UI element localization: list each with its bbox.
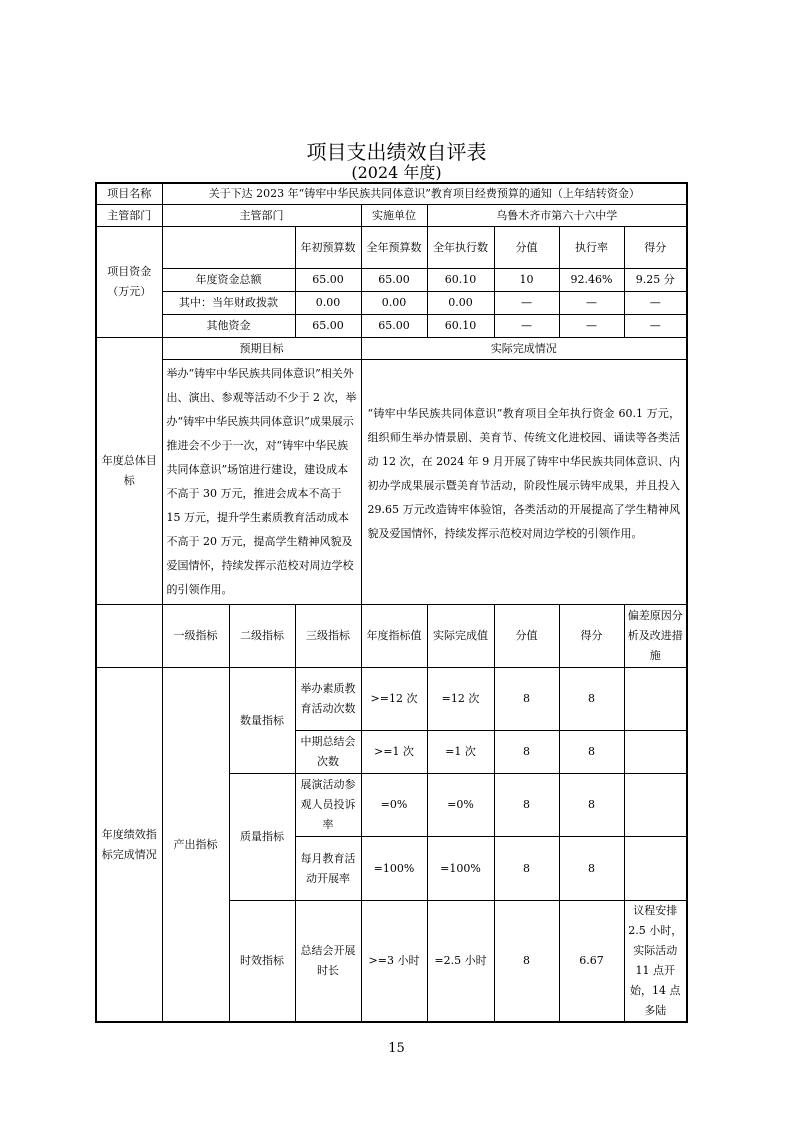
funds-cell: 10 [494,269,559,292]
indicator-deviation [624,837,687,901]
indicator-target: =100% [361,837,427,901]
indicator-actual: =2.5 小时 [427,901,494,1023]
funds-cell: 0.00 [361,292,427,315]
indicator-score-value: 8 [494,774,559,837]
indicator-actual: =12 次 [427,668,494,731]
project-name: 关于下达 2023 年“铸牢中华民族共同体意识”教育项目经费预算的通知（上年结转资金） [162,183,687,205]
funds-cell: — [624,292,687,315]
indicator-level1: 产出指标 [162,668,229,1023]
page-title: 项目支出绩效自评表 [306,140,487,164]
goals-actual-text: “铸牢中华民族共同体意识”教育项目全年执行资金 60.1 万元，组织师生举办情景剧、美育节、传统文化进校园、诵读等各类活动 12 次，在 2024 年 9 月开展了铸牢中华民族共同体意识、内初办学成果展示暨美育节活动，阶段性展示铸牢成果，并且投入 29.65 万元改造铸牢体验馆，各类活动的开展提高了学生精神风貌及爱国情怀，持续发挥示范校对周边学校的引领作用。 [367,407,681,540]
indicator-deviation [624,774,687,837]
funds-row [96,315,687,338]
indicator-level2: 数量指标 [229,668,295,774]
indicator-deviation [624,731,687,774]
indicator-level3: 每月教育活动开展率 [295,837,361,901]
funds-header-cell: 得分 [624,227,687,269]
funds-cell: 65.00 [295,269,361,292]
indicator-target: >=12 次 [361,668,427,731]
funds-label: 项目资金 （万元） [96,227,162,338]
funds-cell: — [494,292,559,315]
indicator-target: >=1 次 [361,731,427,774]
indicator-header-cell: 三级指标 [295,605,361,668]
indicator-score: 8 [559,774,624,837]
funds-row-name: 年度资金总额 [162,269,295,292]
indicator-score: 8 [559,668,624,731]
indicator-target: >=3 小时 [361,901,427,1023]
indicator-score-value: 8 [494,901,559,1023]
project-name-label: 项目名称 [96,183,162,205]
indicator-level3: 中期总结会次数 [295,731,361,774]
indicator-score: 6.67 [559,901,624,1023]
unit-label: 实施单位 [361,205,427,227]
indicator-header-cell: 一级指标 [162,605,229,668]
funds-header-cell: 年初预算数 [295,227,361,269]
indicator-actual: =0% [427,774,494,837]
goals-label: 年度总体目标 [96,338,162,605]
funds-cell: 65.00 [361,269,427,292]
funds-cell: — [624,315,687,338]
indicator-section-label: 年度绩效指标完成情况 [96,668,162,1023]
indicator-header-cell: 二级指标 [229,605,295,668]
funds-cell: 60.10 [427,315,494,338]
indicator-score-value: 8 [494,668,559,731]
funds-row [96,292,687,315]
indicator-level2: 时效指标 [229,901,295,1023]
indicator-level2: 质量指标 [229,774,295,901]
funds-cell: 65.00 [361,315,427,338]
dept-value: 主管部门 [162,205,361,227]
funds-cell: — [559,292,624,315]
funds-cell: 0.00 [427,292,494,315]
indicator-score: 8 [559,731,624,774]
dept-label: 主管部门 [96,205,162,227]
funds-cell: 92.46% [559,269,624,292]
indicator-row [96,668,687,731]
performance-table [95,182,688,1023]
indicator-score: 8 [559,837,624,901]
indicator-header-cell: 分值 [494,605,559,668]
goals-expected-text: 举办“铸牢中华民族共同体意识”相关外出、演出、参观等活动不少于 2 次，举办“铸牢中华民族共同体意识”成果展示推进会不少于一次，对“铸牢中华民族共同体意识”场馆进行建设，建设成本不高于 30 万元，推进会成本不高于 15 万元，提升学生素质教育活动成本不高于 20 万元，提高学生精神风貌及爱国情怀，持续发挥示范校对周边学校的引领作用。 [162,360,361,605]
indicator-level3: 展演活动参观人员投诉率 [295,774,361,837]
funds-header-cell: 全年执行数 [427,227,494,269]
funds-header-blank [162,227,295,269]
page-subtitle: (2024 年度) [351,163,442,182]
funds-row-name: 其他资金 [162,315,295,338]
page-number: 15 [388,1041,405,1056]
indicator-header-cell: 偏差原因分析及改进措施 [624,605,687,668]
indicator-actual: =100% [427,837,494,901]
funds-cell: 9.25 分 [624,269,687,292]
indicator-header-blank [96,605,162,668]
indicator-score-value: 8 [494,837,559,901]
funds-row-name: 其中：当年财政拨款 [162,292,295,315]
funds-cell: — [494,315,559,338]
indicator-deviation: 议程安排 2.5 小时，实际活动 11 点开始，14 点多陆 [624,901,687,1023]
funds-cell: — [559,315,624,338]
goals-expected-header: 预期目标 [162,338,361,360]
funds-header-cell: 分值 [494,227,559,269]
goals-actual-cell [361,360,687,605]
indicator-header-cell: 实际完成值 [427,605,494,668]
funds-cell: 0.00 [295,292,361,315]
indicator-level3: 举办素质教育活动次数 [295,668,361,731]
funds-header-cell: 执行率 [559,227,624,269]
funds-header-cell: 全年预算数 [361,227,427,269]
indicator-header-cell: 得分 [559,605,624,668]
indicator-target: =0% [361,774,427,837]
goals-actual-header: 实际完成情况 [361,338,687,360]
funds-cell: 65.00 [295,315,361,338]
indicator-score-value: 8 [494,731,559,774]
unit-value: 乌鲁木齐市第六十六中学 [427,205,687,227]
indicator-deviation [624,668,687,731]
indicator-header-cell: 年度指标值 [361,605,427,668]
indicator-level3: 总结会开展时长 [295,901,361,1023]
funds-cell: 60.10 [427,269,494,292]
funds-row [96,269,687,292]
indicator-actual: =1 次 [427,731,494,774]
